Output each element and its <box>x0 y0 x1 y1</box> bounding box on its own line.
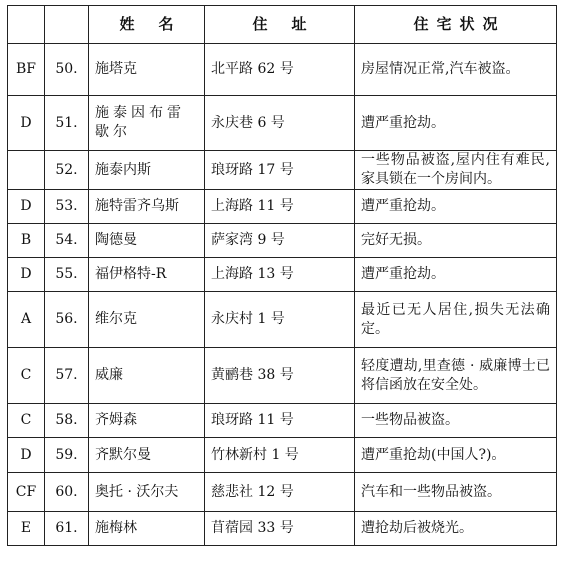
row-condition: 遭严重抢劫。 <box>355 96 557 151</box>
row-code: C <box>8 404 45 438</box>
row-condition: 遭严重抢劫。 <box>355 258 557 292</box>
row-name: 福伊格特-R <box>89 258 205 292</box>
table-row <box>8 151 557 190</box>
header-condition: 住宅状况 <box>355 6 557 44</box>
row-address: 黄鹂巷 38 号 <box>205 348 355 404</box>
row-name: 陶德曼 <box>89 224 205 258</box>
row-code <box>8 151 45 190</box>
table-row <box>8 348 557 404</box>
row-name: 威廉 <box>89 348 205 404</box>
row-number: 53. <box>45 190 89 224</box>
row-name: 施泰因布雷歇尔 <box>89 96 205 151</box>
row-name: 施特雷齐乌斯 <box>89 190 205 224</box>
row-condition: 遭严重抢劫(中国人?)。 <box>355 438 557 473</box>
row-condition: 轻度遭劫,里查德 · 威廉博士已将信函放在安全处。 <box>355 348 557 404</box>
row-condition: 完好无损。 <box>355 224 557 258</box>
row-address: 苜蓿园 33 号 <box>205 512 355 546</box>
row-name: 施塔克 <box>89 44 205 96</box>
row-condition: 一些物品被盗。 <box>355 404 557 438</box>
row-name: 维尔克 <box>89 292 205 348</box>
row-number: 55. <box>45 258 89 292</box>
row-address: 萨家湾 9 号 <box>205 224 355 258</box>
row-address: 慈悲社 12 号 <box>205 473 355 512</box>
header-code <box>8 6 45 44</box>
row-name: 施泰内斯 <box>89 151 205 190</box>
row-condition: 一些物品被盗,屋内住有难民,家具锁在一个房间内。 <box>355 151 557 190</box>
table-row <box>8 190 557 224</box>
row-number: 54. <box>45 224 89 258</box>
table-row <box>8 404 557 438</box>
header-name: 姓名 <box>89 6 205 44</box>
row-address: 北平路 62 号 <box>205 44 355 96</box>
row-condition: 最近已无人居住,损失无法确定。 <box>355 292 557 348</box>
header-number <box>45 6 89 44</box>
property-damage-table <box>7 5 557 546</box>
row-address: 琅玡路 11 号 <box>205 404 355 438</box>
row-name: 齐默尔曼 <box>89 438 205 473</box>
table-row <box>8 224 557 258</box>
row-code: D <box>8 258 45 292</box>
row-condition: 房屋情况正常,汽车被盗。 <box>355 44 557 96</box>
row-number: 52. <box>45 151 89 190</box>
row-number: 58. <box>45 404 89 438</box>
table-row <box>8 44 557 96</box>
row-condition: 遭抢劫后被烧光。 <box>355 512 557 546</box>
table-row <box>8 292 557 348</box>
row-code: D <box>8 438 45 473</box>
row-number: 56. <box>45 292 89 348</box>
row-condition: 汽车和一些物品被盗。 <box>355 473 557 512</box>
table-row <box>8 512 557 546</box>
row-address: 永庆村 1 号 <box>205 292 355 348</box>
row-number: 50. <box>45 44 89 96</box>
row-code: D <box>8 96 45 151</box>
row-code: E <box>8 512 45 546</box>
row-code: BF <box>8 44 45 96</box>
row-name: 奥托 · 沃尔夫 <box>89 473 205 512</box>
row-address: 琅玡路 17 号 <box>205 151 355 190</box>
row-address: 上海路 11 号 <box>205 190 355 224</box>
row-code: A <box>8 292 45 348</box>
row-address: 上海路 13 号 <box>205 258 355 292</box>
row-name: 施梅林 <box>89 512 205 546</box>
row-address: 永庆巷 6 号 <box>205 96 355 151</box>
row-number: 51. <box>45 96 89 151</box>
table-header-row <box>8 6 557 44</box>
row-condition: 遭严重抢劫。 <box>355 190 557 224</box>
row-number: 59. <box>45 438 89 473</box>
row-number: 61. <box>45 512 89 546</box>
row-name: 齐姆森 <box>89 404 205 438</box>
row-code: B <box>8 224 45 258</box>
table-row <box>8 438 557 473</box>
header-address: 住址 <box>205 6 355 44</box>
row-number: 60. <box>45 473 89 512</box>
table-row <box>8 473 557 512</box>
row-code: CF <box>8 473 45 512</box>
row-code: D <box>8 190 45 224</box>
table-row <box>8 96 557 151</box>
table-row <box>8 258 557 292</box>
row-address: 竹林新村 1 号 <box>205 438 355 473</box>
row-code: C <box>8 348 45 404</box>
row-number: 57. <box>45 348 89 404</box>
